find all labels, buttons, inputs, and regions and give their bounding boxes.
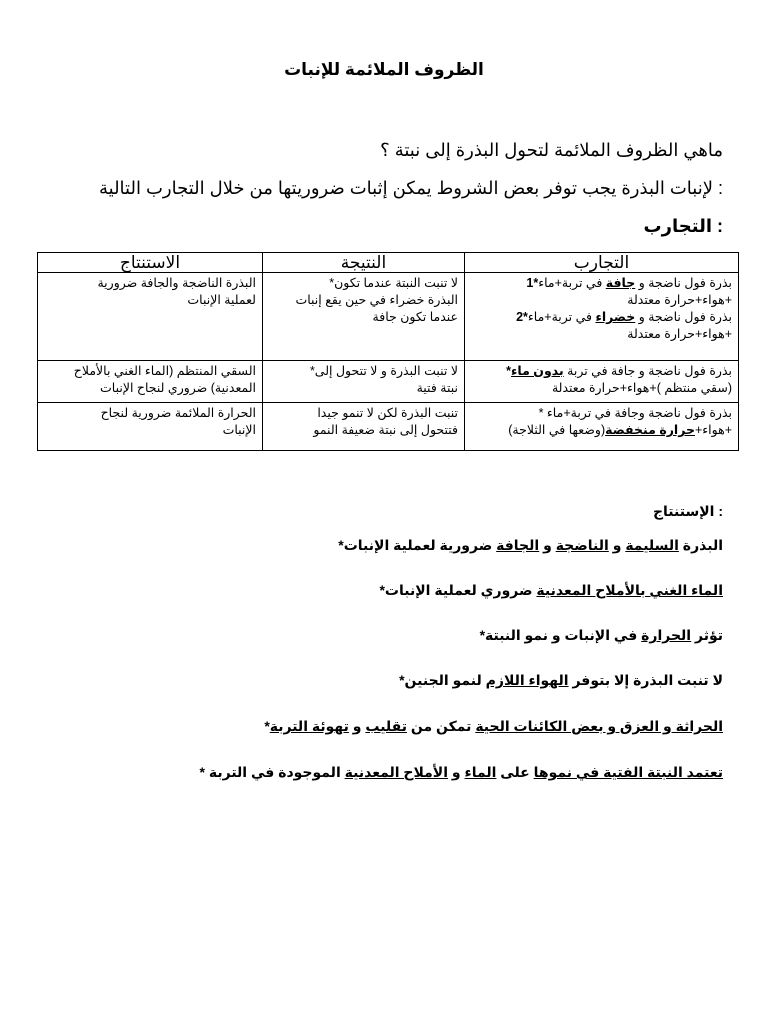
text-segment: بذرة فول ناضجة و (635, 310, 732, 324)
text-segment: حرارة منخفضة (605, 423, 695, 437)
text-segment: و (348, 718, 366, 734)
experiments-heading: : التجارب (643, 216, 723, 236)
cell-line (269, 363, 458, 380)
text-segment: السقي المنتظم (الماء الغني بالأملاح (73, 364, 256, 378)
conclusion-item (338, 537, 723, 554)
text-segment: ضروري لعملية الإنبات* (379, 582, 537, 598)
text-segment: * (506, 364, 512, 378)
result-cell (263, 403, 465, 451)
text-segment: تمكن من (406, 718, 476, 734)
cell-line (269, 405, 458, 422)
text-segment: على (496, 764, 534, 780)
experiment-cell (465, 361, 739, 403)
cell-line (471, 326, 732, 343)
text-segment: لا تنبت النبتة عندما تكون* (329, 276, 458, 290)
cell-line (471, 275, 732, 292)
text-segment: الهواء اللازم (485, 672, 569, 688)
table-row (38, 273, 739, 361)
text-segment: لنمو الجنين* (399, 672, 486, 688)
text-segment: تؤثر (691, 627, 723, 643)
cell-line (44, 292, 256, 309)
cell-line (44, 363, 256, 380)
text-segment: الماء (464, 764, 497, 780)
conclusion-item (480, 627, 723, 644)
conclusion-heading: : الإستنتاج (652, 503, 723, 519)
text-segment: لا تنبت البذرة و لا تتحول إلى* (309, 364, 458, 378)
text-segment: تعتمد النبتة الفتية في نموها (533, 764, 723, 780)
text-segment: *1 (526, 276, 539, 290)
text-segment: المعدنية) ضروري لنجاح الإنبات (100, 381, 256, 395)
conclusion-cell (38, 403, 263, 451)
text-segment: في تربة+ماء (527, 310, 596, 324)
cell-line (269, 309, 458, 326)
header-experiments: التجارب (465, 253, 739, 273)
cell-line (471, 292, 732, 309)
cell-line (269, 422, 458, 439)
text-segment: في الإنبات و نمو النبتة* (479, 627, 642, 643)
text-segment: فتتحول إلى نبتة ضعيفة النمو (313, 423, 458, 437)
cell-line (471, 380, 732, 397)
cell-line (471, 363, 732, 380)
cell-line (269, 275, 458, 292)
table-row (38, 361, 739, 403)
conclusion-item (264, 718, 723, 735)
text-segment: *2 (516, 310, 528, 324)
cell-line (269, 380, 458, 397)
text-segment: تنبت البذرة لكن لا تنمو جيدا (317, 406, 458, 420)
cell-line (44, 405, 256, 422)
text-segment: الحراثة و العزق و بعض الكائنات الحية (475, 718, 723, 734)
header-result: النتيجة (263, 253, 465, 273)
experiments-table (37, 252, 739, 451)
cell-line (471, 422, 732, 439)
text-segment: +هواء+ (695, 423, 732, 437)
text-segment: الماء الغني بالأملاح المعدنية (536, 582, 723, 598)
text-segment: تقليب (365, 718, 407, 734)
text-segment: و (448, 764, 465, 780)
cell-line (269, 292, 458, 309)
text-segment: خضراء (595, 310, 636, 324)
text-segment: لعملية الإنبات (187, 293, 256, 307)
question-line: ماهي الظروف الملائمة لتحول البذرة إلى نبتة ؟ (380, 140, 723, 160)
text-segment: الناضجة (555, 537, 609, 553)
text-segment: البذرة (678, 537, 723, 553)
text-segment: البذرة خضراء في حين يقع إنبات (295, 293, 458, 307)
text-segment: (وضعها في الثلاجة) (508, 423, 606, 437)
text-segment: عندما تكون جافة (372, 310, 458, 324)
table-header-row (38, 253, 739, 273)
text-segment: الحرارة (641, 627, 692, 643)
text-segment: الموجودة في التربة * (199, 764, 345, 780)
text-segment: بذرة فول ناضجة و جافة في تربة (563, 364, 732, 378)
text-segment: +هواء+حرارة معتدلة (627, 293, 732, 307)
intro-line: : لإنبات البذرة يجب توفر بعض الشروط يمكن إثبات ضروريتها من خلال التجارب التالية (98, 178, 723, 198)
text-segment: البذرة الناضجة والجافة ضرورية (97, 276, 256, 290)
cell-line (471, 405, 732, 422)
text-segment: تهوئة التربة (269, 718, 349, 734)
conclusion-cell (38, 361, 263, 403)
text-segment: الأملاح المعدنية (344, 764, 449, 780)
text-segment: +هواء+حرارة معتدلة (627, 327, 732, 341)
text-segment: الجافة (496, 537, 540, 553)
text-segment: الإنبات (222, 423, 256, 437)
conclusion-cell (38, 273, 263, 361)
text-segment: بدون ماء (511, 364, 564, 378)
cell-line (44, 422, 256, 439)
cell-line (471, 309, 732, 326)
text-segment: و (608, 537, 626, 553)
text-segment: بذرة فول ناضجة و (635, 276, 732, 290)
header-conclusion: الاستنتاج (38, 253, 263, 273)
text-segment: السليمة (625, 537, 679, 553)
experiment-cell (465, 403, 739, 451)
text-segment: (سقي منتظم )+هواء+حرارة معتدلة (551, 381, 732, 395)
table-row (38, 403, 739, 451)
cell-line (44, 380, 256, 397)
text-segment: و (539, 537, 556, 553)
text-segment: جافة (605, 276, 636, 290)
page-title: الظروف الملائمة للإنبات (284, 60, 484, 79)
result-cell (263, 273, 465, 361)
text-segment: نبتة فتية (416, 381, 458, 395)
text-segment: في تربة+ماء (538, 276, 606, 290)
experiment-cell (465, 273, 739, 361)
conclusion-item (399, 672, 723, 689)
conclusion-item (200, 764, 723, 781)
conclusion-item (379, 582, 723, 599)
text-segment: لا تنبت البذرة إلا بتوفر (568, 672, 723, 688)
result-cell (263, 361, 465, 403)
cell-line (44, 275, 256, 292)
text-segment: * (264, 718, 270, 734)
text-segment: بذرة فول ناضجة وجافة في تربة+ماء * (538, 406, 732, 420)
experiments-table-body (38, 273, 739, 451)
text-segment: ضرورية لعملية الإنبات* (338, 537, 497, 553)
text-segment: الحرارة الملائمة ضرورية لنجاح (100, 406, 256, 420)
